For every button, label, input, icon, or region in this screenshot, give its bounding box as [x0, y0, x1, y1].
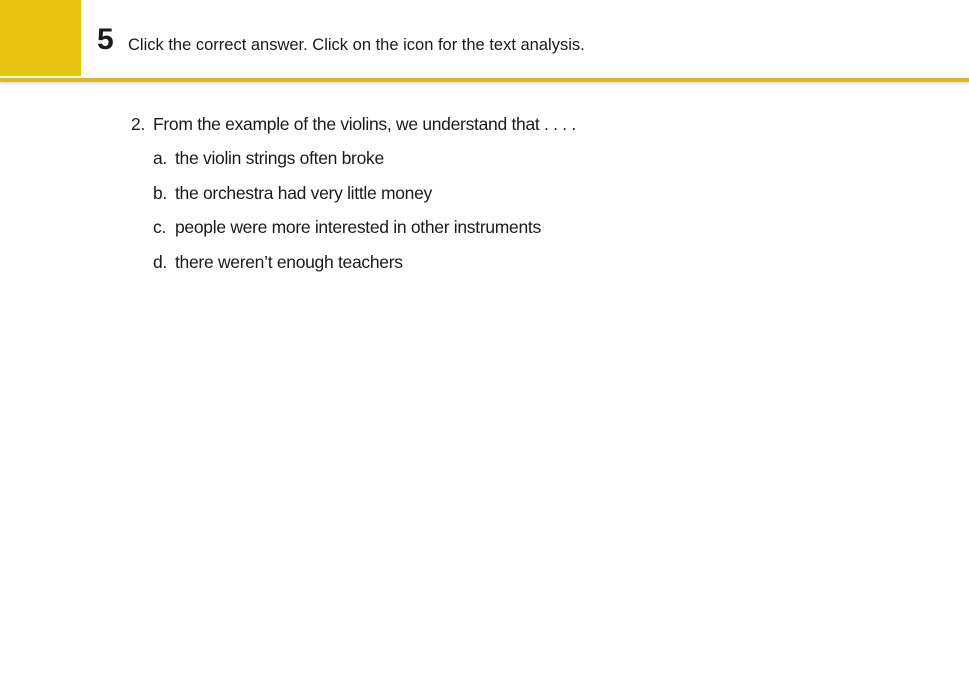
option-text[interactable]: people were more interested in other instruments	[175, 217, 541, 237]
option-text[interactable]: the orchestra had very little money	[175, 182, 432, 203]
answer-option-a[interactable]	[153, 146, 541, 181]
option-text[interactable]: there weren’t enough teachers	[175, 251, 403, 272]
question	[131, 112, 576, 136]
option-letter: d.	[153, 251, 167, 272]
option-text[interactable]: the violin strings often broke	[175, 148, 384, 168]
question-text: From the example of the violins, we understand that . . . .	[153, 114, 576, 134]
question-number: 2.	[131, 114, 145, 134]
answer-option-b[interactable]	[153, 181, 541, 216]
header-divider	[0, 78, 969, 82]
option-letter: c.	[153, 217, 167, 237]
exercise-number: 5	[97, 23, 114, 56]
header-accent-block	[0, 0, 81, 76]
answer-option-d[interactable]	[153, 250, 541, 285]
option-letter: b.	[153, 182, 167, 203]
exercise-instruction: Click the correct answer. Click on the icon for the text analysis.	[128, 36, 585, 54]
answer-option-c[interactable]	[153, 215, 541, 250]
answer-options	[153, 146, 541, 284]
option-letter: a.	[153, 148, 167, 168]
